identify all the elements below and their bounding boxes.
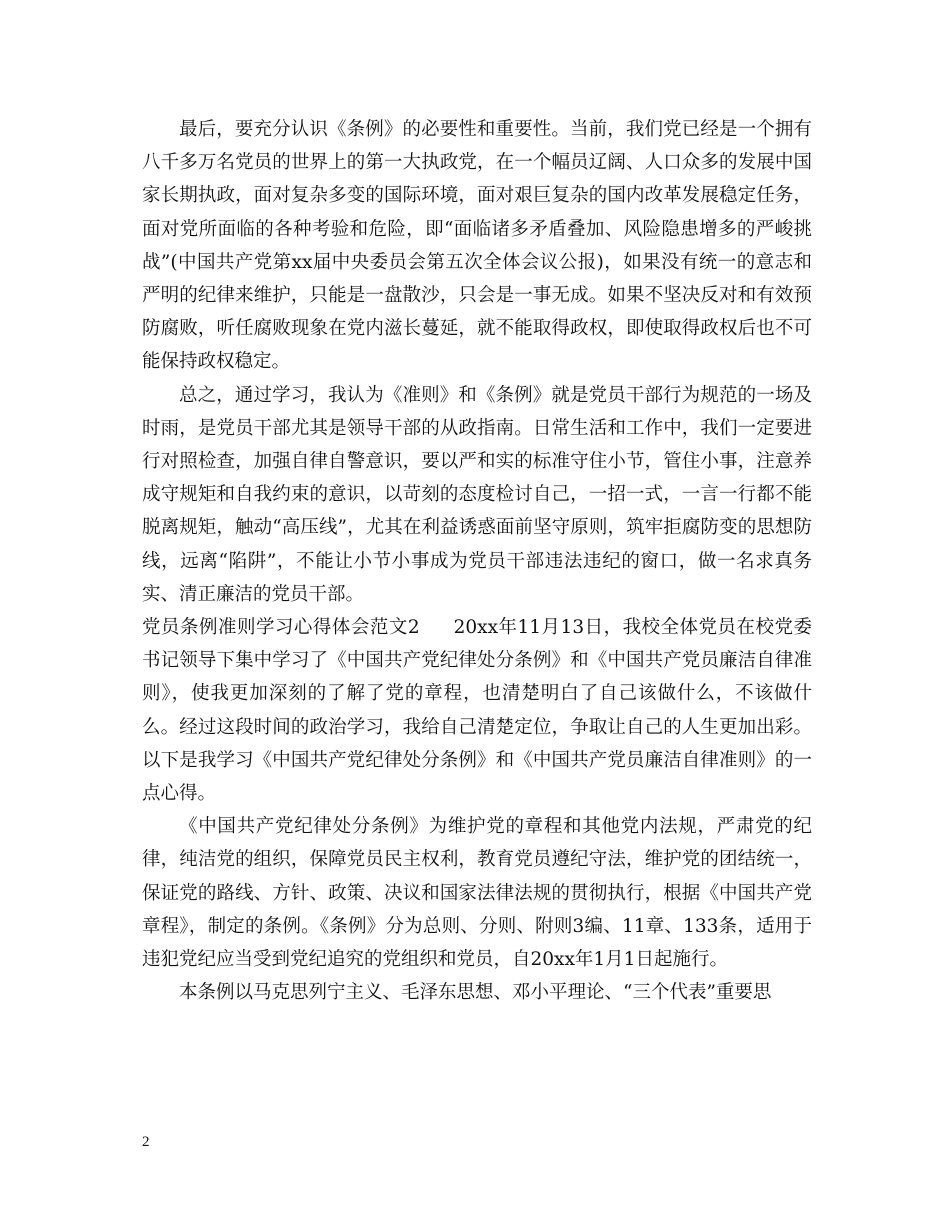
paragraph-summary: 总之，通过学习，我认为《准则》和《条例》就是党员干部行为规范的一场及时雨，是党员干部尤其是领导干部的从政指南。日常生活和工作中，我们一定要进行对照检查，加强自律自警意识，要以严和实的标准守住小节，管住小事，注意养成守规矩和自我约束的意识，以苛刻的态度检讨自己，一招一式，一言一行都不能脱离规矩，触动“高压线”，尤其在利益诱惑面前坚守原则，筑牢拒腐防变的思想防线，远离“陷阱”，不能让小节小事成为党员干部违法违纪的窗口，做一名求真务实、清正廉洁的党员干部。 (142, 384, 812, 605)
paragraph-regulation-basis: 本条例以马克思列宁主义、毛泽东思想、邓小平理论、“三个代表”重要思 (179, 982, 772, 1004)
paragraph-regulation-intro: 《中国共产党纪律处分条例》为维护党的章程和其他党内法规，严肃党的纪律，纯洁党的组织，保障党员民主权利，教育党员遵纪守法，维护党的团结统一，保证党的路线、方针、政策、决议和国家法律法规的贯彻执行，根据《中国共产党章程》，制定的条例。《条例》分为总则、分则、附则3编、11章、133条，适用于违犯党纪应当受到党纪追究的党组织和党员，自20xx年1月1日起施行。 (142, 816, 812, 971)
page-number: 2 (142, 1134, 150, 1150)
paragraph-conclusion-necessity: 最后，要充分认识《条例》的必要性和重要性。当前，我们党已经是一个拥有八千多万名党员的世界上的第一大执政党，在一个幅员辽阔、人口众多的发展中国家长期执政，面对复杂多变的国际环境，面对艰巨复杂的国内改革发展稳定任务，面对党所面临的各种考验和危险，即“面临诸多矛盾叠加、风险隐患增多的严峻挑战”(中国共产党第xx届中央委员会第五次全体会议公报)，如果没有统一的意志和严明的纪律来维护，只能是一盘散沙，只会是一事无成。如果不坚决反对和有效预防腐败，听任腐败现象在党内滋长蔓延，就不能取得政权，即使取得政权后也不可能保持政权稳定。 (142, 119, 812, 373)
document-body (142, 113, 812, 1009)
section-lead-text: 20xx年11月13日，我校全体党员在校党委书记领导下集中学习了《中国共产党纪律处分条例》和《中国共产党员廉洁自律准则》，使我更加深刻的了解了党的章程，也清楚明白了自己该做什么，不该做什么。经过这段时间的政治学习，我给自己清楚定位，争取让自己的人生更加出彩。以下是我学习《中国共产党纪律处分条例》和《中国共产党员廉洁自律准则》的一点心得。 (142, 617, 812, 805)
section-title: 党员条例准则学习心得体会范文2 (142, 617, 420, 639)
section-heading-paragraph (142, 611, 812, 810)
